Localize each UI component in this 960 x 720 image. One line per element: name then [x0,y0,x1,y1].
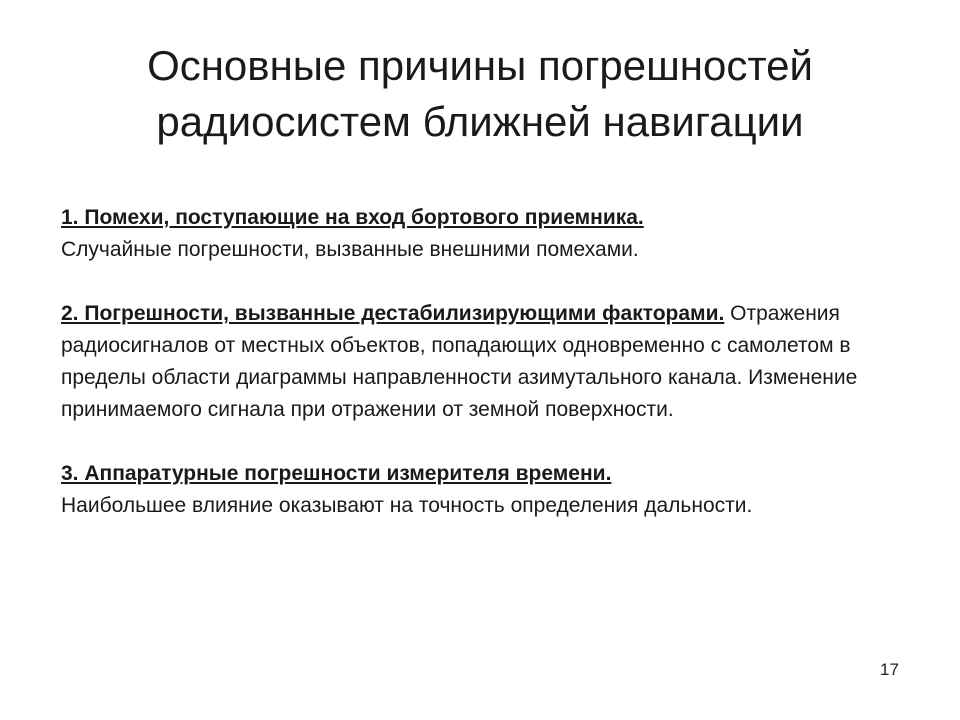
cause-item-1 [61,202,911,266]
cause-heading-3: 3. Аппаратурные погрешности измерителя времени. [61,462,612,485]
slide-title-line-1: Основные причины погрешностей [147,42,813,89]
page-number: 17 [880,660,899,679]
cause-heading-1: 1. Помехи, поступающие на вход бортового приемника. [61,206,644,229]
slide-body [61,202,911,522]
slide-title [40,38,920,150]
cause-text-1: Случайные погрешности, вызванные внешними помехами. [61,238,639,261]
cause-heading-2: 2. Погрешности, вызванные дестабилизирующими факторами. [61,302,725,325]
cause-text-2: Отражения радиосигналов от местных объектов, попадающих одновременно с самолетом в пределы области диаграммы направленности азимутального канала. Изменение принимаемого сигнала при отражении от земной поверхности. [61,302,858,421]
cause-item-3 [61,458,911,522]
slide-title-line-2: радиосистем ближней навигации [156,98,804,145]
cause-item-2 [61,298,911,426]
cause-text-3: Наибольшее влияние оказывают на точность определения дальности. [61,494,753,517]
